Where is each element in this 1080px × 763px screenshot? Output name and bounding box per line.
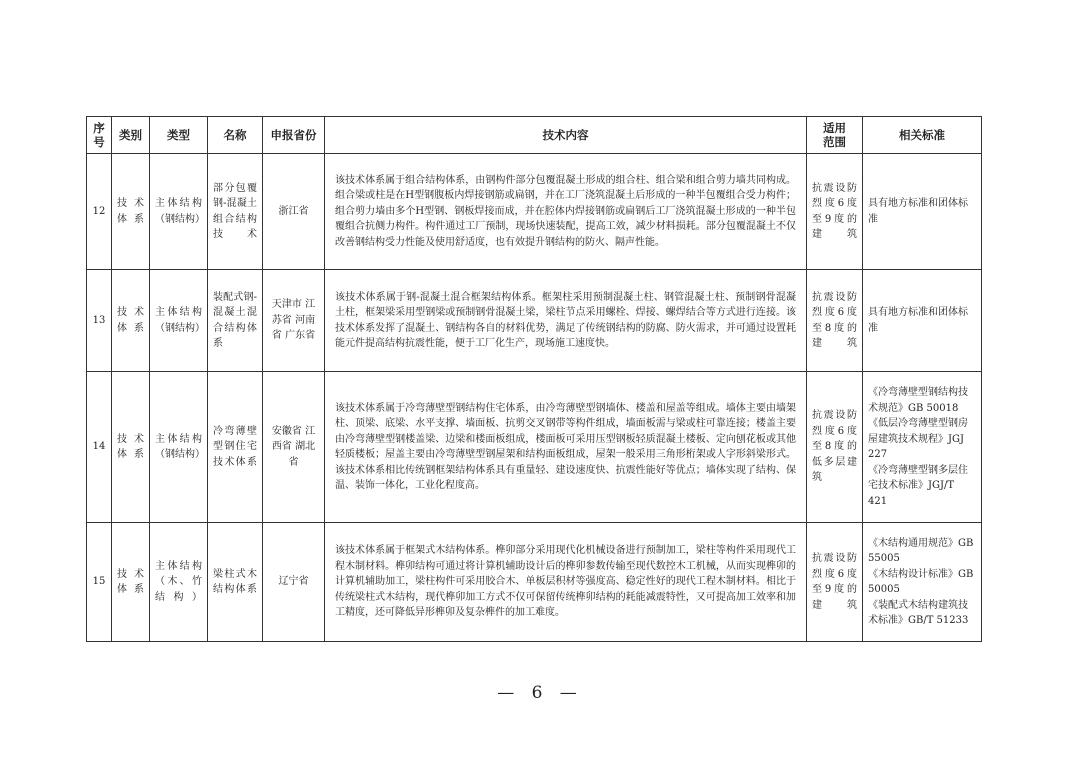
row-name: 装配式钢-混凝土混合结构体系 <box>208 270 263 372</box>
row-scope: 抗震设防烈度6度至9度的建筑 <box>807 523 863 642</box>
table-row <box>87 154 982 270</box>
row-content: 该技术体系属于框架式木结构体系。榫卯部分采用现代化机械设备进行预制加工，梁柱等构件采用现代工程木制材料。榫卯结构可通过将计算机辅助设计后的榫卯参数传输至现代数控木工机械，从而实现榫卯的计算机辅助加工，梁柱构件可采用胶合木、单板层积材等强度高、稳定性好的现代工程木制材料。相比于传统梁柱式木结构，现代榫卯加工方式不仅可保留传统榫卯结构的耗能减震特性，又可提高加工效率和加工精度，还可降低异形榫卯及复杂榫件的加工难度。 <box>325 523 807 642</box>
table-row <box>87 523 982 642</box>
row-type: 主体结构（钢结构） <box>150 154 208 270</box>
header-type: 类型 <box>150 117 208 154</box>
row-category: 技术体系 <box>112 270 150 372</box>
table-row <box>87 270 982 372</box>
row-name: 部分包覆钢-混凝土组合结构技术 <box>208 154 263 270</box>
row-category: 技术体系 <box>112 372 150 523</box>
row-type: 主体结构（钢结构） <box>150 372 208 523</box>
row-type: 主体结构（钢结构） <box>150 270 208 372</box>
header-province: 申报省份 <box>263 117 325 154</box>
row-category: 技术体系 <box>112 154 150 270</box>
row-type: 主体结构（木、竹结构） <box>150 523 208 642</box>
row-province: 安徽省 江西省 湖北省 <box>263 372 325 523</box>
header-scope: 适用范围 <box>807 117 863 154</box>
row-scope: 抗震设防烈度6度至8度的建筑 <box>807 270 863 372</box>
row-standard: 《木结构通用规范》GB 55005 《木结构设计标准》GB 50005 《装配式木结构建筑技术标准》GB/T 51233 <box>863 523 982 642</box>
row-content: 该技术体系属于冷弯薄壁型钢结构住宅体系，由冷弯薄壁型钢墙体、楼盖和屋盖等组成。墙体主要由墙架柱、顶梁、底梁、水平支撑、墙面板、抗剪交叉钢带等构件组成，墙面板需与梁或柱可靠连接；楼盖主要由冷弯薄壁型钢楼盖梁、边梁和楼面板组成，楼面板可采用压型钢板轻质混凝土楼板、定向刨花板或其他轻质楼板；屋盖主要由冷弯薄壁型钢屋架和结构面板组成，屋架一般采用三角形桁架或人字形斜梁形式。该技术体系相比传统钢框架结构体系具有重量轻、建设速度快、抗震性能好等优点；墙体实现了结构、保温、装饰一体化，工业化程度高。 <box>325 372 807 523</box>
row-category: 技术体系 <box>112 523 150 642</box>
technology-table <box>86 116 982 642</box>
header-category: 类别 <box>112 117 150 154</box>
row-content: 该技术体系属于钢-混凝土混合框架结构体系。框架柱采用预制混凝土柱、钢管混凝土柱、预制钢骨混凝土柱，框架梁采用型钢梁或预制钢骨混凝土梁，梁柱节点采用螺栓、焊接、螺焊结合等方式进行连接。该技术体系发挥了混凝土、钢结构各自的材料优势，满足了传统钢结构的防腐、防火需求，并可通过设置耗能元件提高结构抗震性能，便于工厂化生产，现场施工速度快。 <box>325 270 807 372</box>
row-name: 冷弯薄壁型钢住宅技术体系 <box>208 372 263 523</box>
row-standard: 《冷弯薄壁型钢结构技术规范》GB 50018 《低层冷弯薄壁型钢房屋建筑技术规程》JGJ 227 《冷弯薄壁型钢多层住宅技术标准》JGJ/T 421 <box>863 372 982 523</box>
row-name: 梁柱式木结构体系 <box>208 523 263 642</box>
table-row <box>87 372 982 523</box>
row-content: 该技术体系属于组合结构体系，由钢构件部分包覆混凝土形成的组合柱、组合梁和组合剪力墙共同构成。组合梁或柱是在H型钢腹板内焊接钢筋或扁钢，并在工厂浇筑混凝土后形成的一种半包覆组合受力构件；组合剪力墙由多个H型钢、钢板焊接而成，并在腔体内焊接钢筋或扁钢后工厂浇筑混凝土形成的一种半包覆组合抗侧力构件。构件通过工厂预制，现场快速装配，提高工效，减少材料损耗。部分包覆混凝土不仅改善钢结构受力性能及使用舒适度，也有效提升钢结构的防火、隔声性能。 <box>325 154 807 270</box>
row-no: 14 <box>87 372 112 523</box>
header-standard: 相关标准 <box>863 117 982 154</box>
row-scope: 抗震设防烈度6度至9度的建筑 <box>807 154 863 270</box>
row-no: 12 <box>87 154 112 270</box>
row-standard: 具有地方标准和团体标准 <box>863 154 982 270</box>
row-no: 15 <box>87 523 112 642</box>
page-number: — 6 — <box>497 683 583 703</box>
row-standard: 具有地方标准和团体标准 <box>863 270 982 372</box>
row-no: 13 <box>87 270 112 372</box>
row-province: 浙江省 <box>263 154 325 270</box>
header-content: 技术内容 <box>325 117 807 154</box>
table-header-row <box>87 117 982 154</box>
header-name: 名称 <box>208 117 263 154</box>
row-scope: 抗震设防烈度6度至8度的低多层建筑 <box>807 372 863 523</box>
header-no: 序号 <box>87 117 112 154</box>
row-province: 辽宁省 <box>263 523 325 642</box>
row-province: 天津市 江苏省 河南省 广东省 <box>263 270 325 372</box>
